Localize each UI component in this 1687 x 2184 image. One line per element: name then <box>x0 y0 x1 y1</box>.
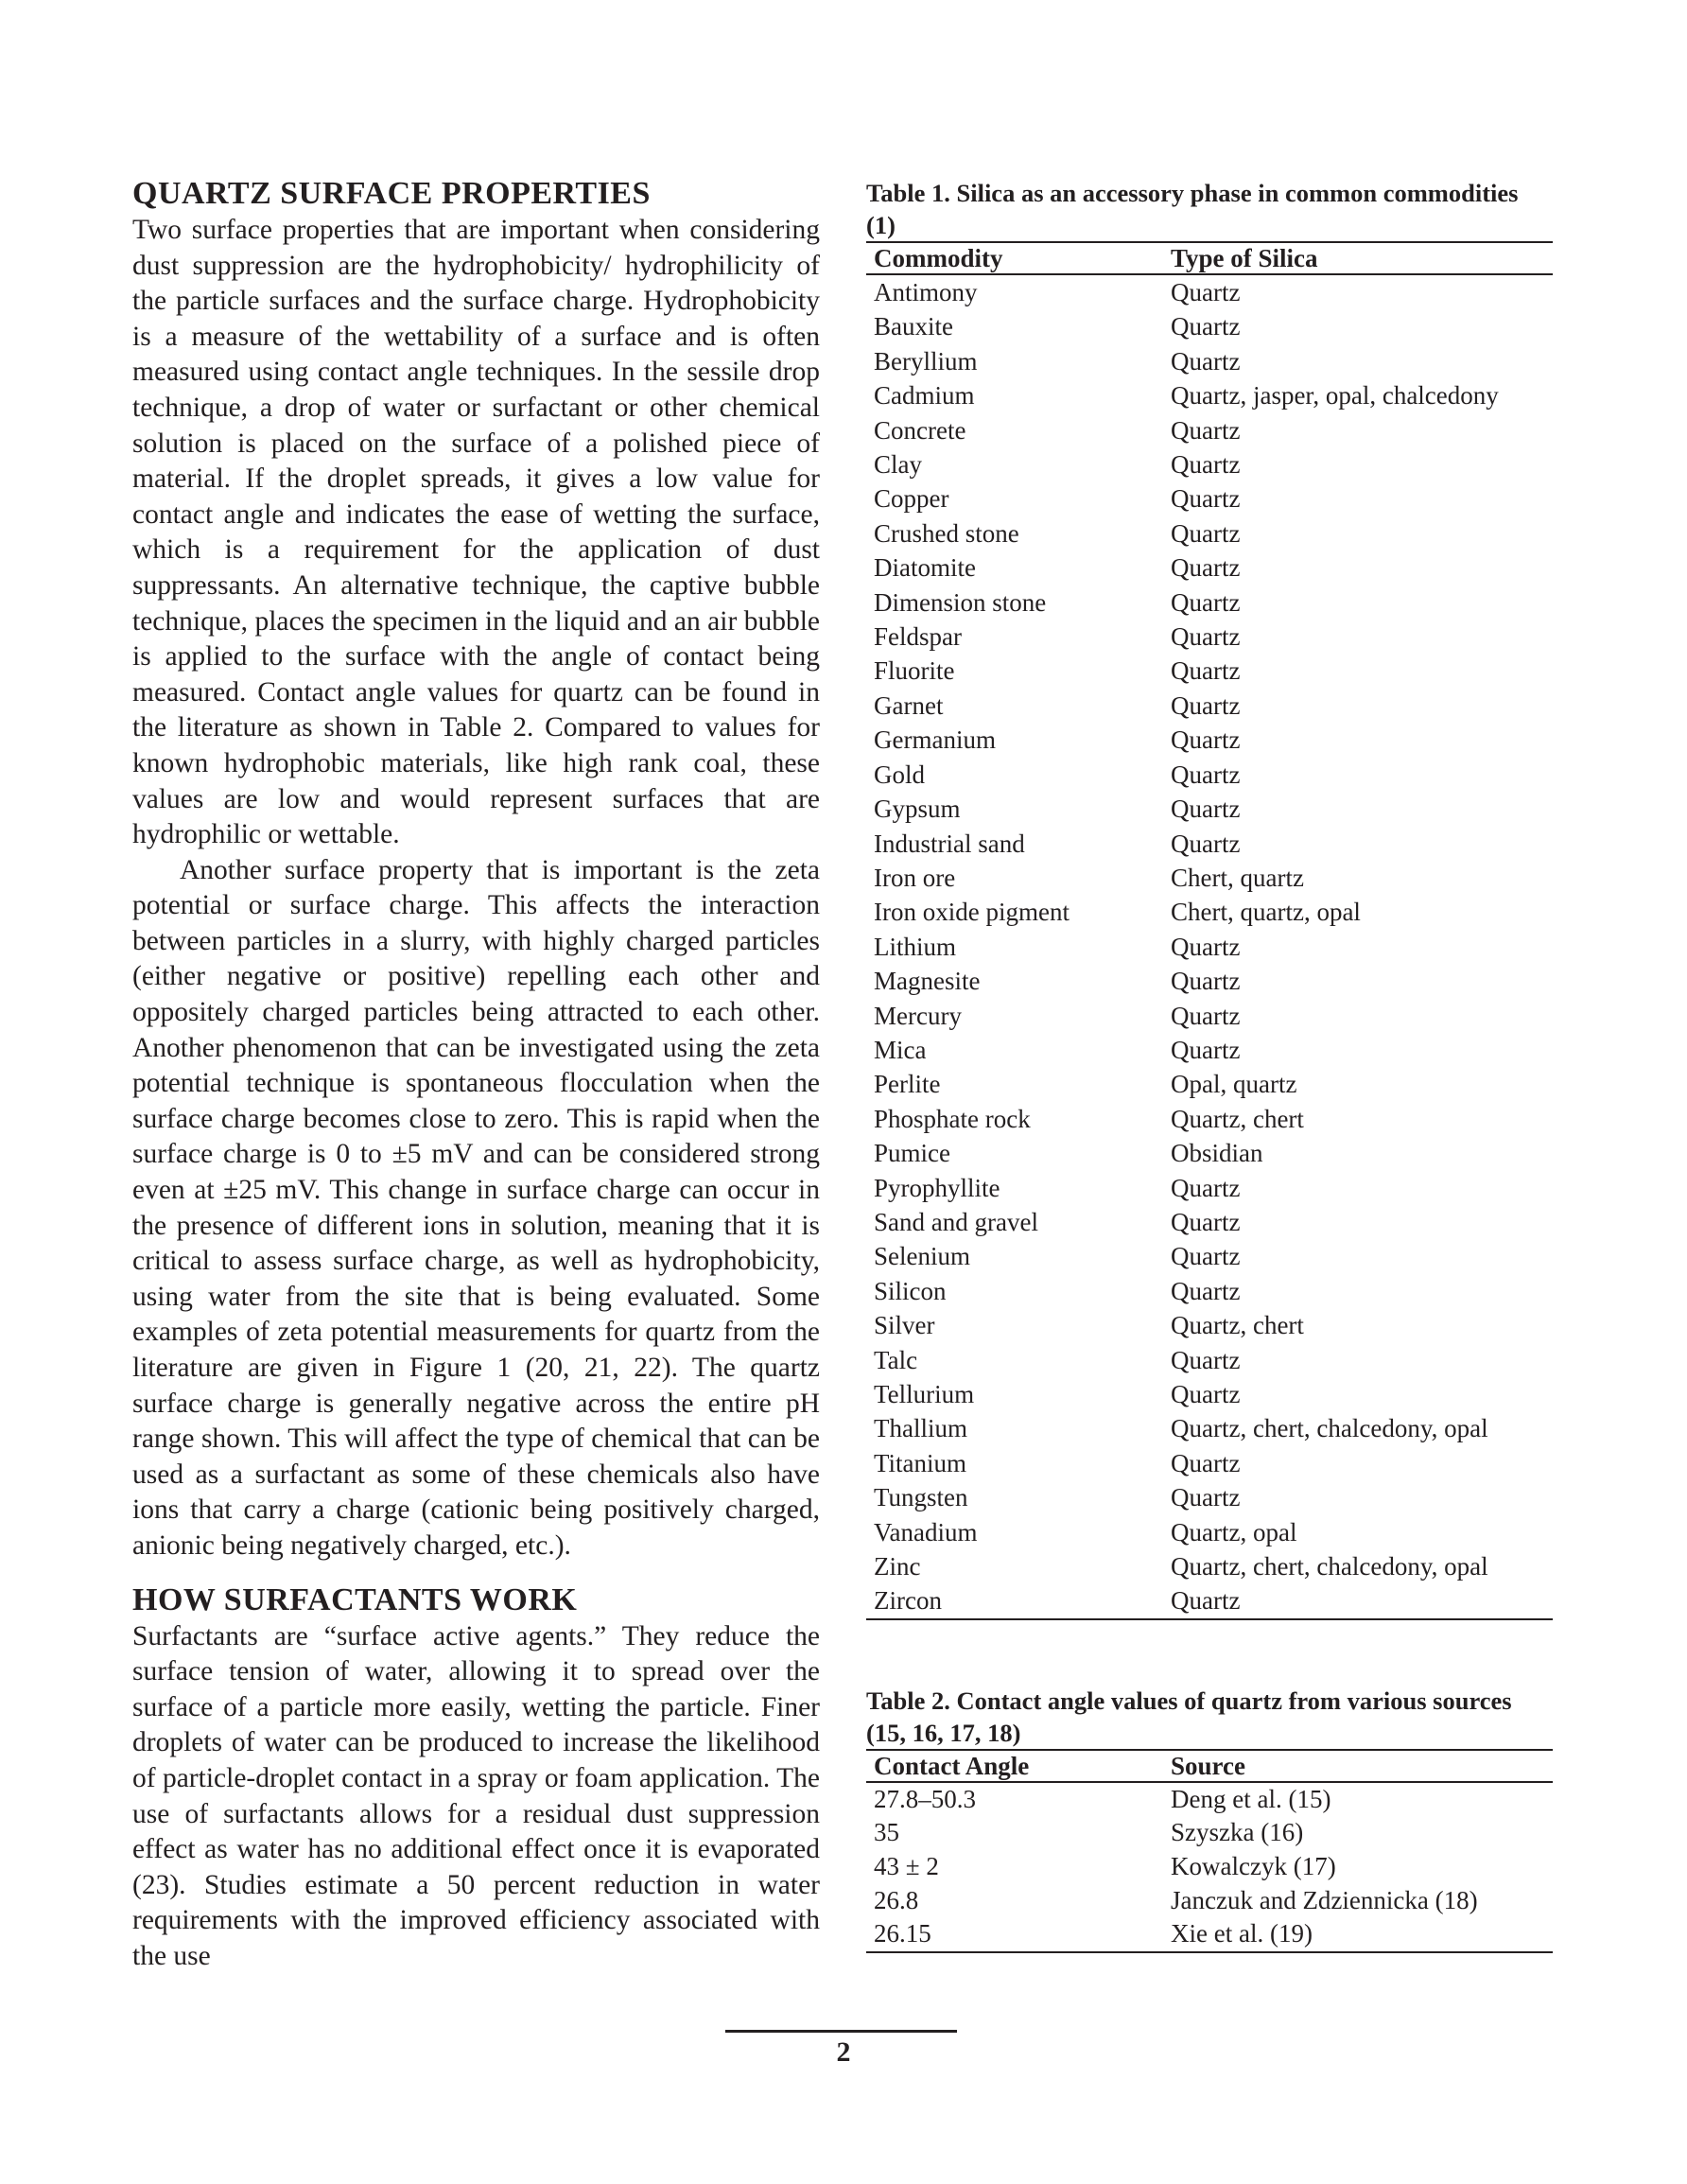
table1-cell: Antimony <box>874 278 978 306</box>
table1-row <box>866 1411 1553 1445</box>
table2-row <box>866 1850 1553 1884</box>
table1-cell: Quartz <box>1171 656 1241 686</box>
table1-row <box>866 1205 1553 1239</box>
table1-cell: Cadmium <box>874 381 975 411</box>
table1-cell: Quartz <box>1171 795 1241 824</box>
paragraph-surface-properties: Two surface properties that are important when considering dust suppression are the hydrophobicity/ hydrophilicity of the particle surfaces and the surface charge. Hydrophobicity is a measure of the wettability of a surface and is often measured using contact angle techniques. In the sessile drop technique, a drop of water or surfactant or other chemical solution is placed on the surface of a polished piece of material. If the droplet spreads, it gives a low value for contact angle and indicates the ease of wetting the surface, which is a requirement for the application of dust suppressants. An alternative technique, the captive bubble technique, places the specimen in the liquid and an air bubble is applied to the surface with the angle of contact being measured. Contact angle values for quartz can be found in the literature as shown in Table 2. Compared to values for known hydrophobic materials, like high rank coal, these values are low and would represent surfaces that are hydrophilic or wettable. <box>132 215 820 850</box>
table1-row <box>866 792 1553 826</box>
table1-cell: Quartz <box>1171 622 1241 652</box>
section-heading-how-surfactants-work: HOW SURFACTANTS WORK <box>132 1581 578 1617</box>
table1-cell: Copper <box>874 484 949 514</box>
table1-row <box>866 758 1553 792</box>
table1-row <box>866 1102 1553 1136</box>
table1-cell: Concrete <box>874 415 966 445</box>
table1-cell: Lithium <box>874 932 956 961</box>
table1-row <box>866 481 1553 515</box>
table1-cell: Quartz, chert, chalcedony, opal <box>1171 1414 1488 1443</box>
table1-row <box>866 1239 1553 1273</box>
table1-row <box>866 654 1553 688</box>
table1-row <box>866 274 1553 309</box>
table2-cell: 43 ± 2 <box>874 1852 939 1881</box>
table1-row <box>866 550 1553 585</box>
table1-cell: Tungsten <box>874 1483 968 1512</box>
table2-wrapper <box>866 1685 1553 1953</box>
table1-cell: Vanadium <box>874 1517 978 1546</box>
table2-header-contact-angle: Contact Angle <box>866 1750 1163 1782</box>
table1-cell: Beryllium <box>874 346 978 376</box>
table1-cell: Quartz <box>1171 346 1241 376</box>
table1-cell: Quartz, chert <box>1171 1311 1304 1340</box>
table1-cell: Talc <box>874 1345 918 1374</box>
table1-cell: Quartz <box>1171 1001 1241 1030</box>
table1-row <box>866 344 1553 378</box>
table1-silica-commodities <box>866 241 1553 1620</box>
table1-cell: Mercury <box>874 1001 962 1030</box>
table1-cell: Quartz, chert <box>1171 1104 1304 1133</box>
table1-row <box>866 827 1553 861</box>
table1-cell: Garnet <box>874 690 944 720</box>
table2-row <box>866 1816 1553 1850</box>
table1-row <box>866 689 1553 723</box>
table1-cell: Zinc <box>874 1552 921 1581</box>
table1-cell: Quartz <box>1171 1345 1241 1374</box>
table2-cell: 35 <box>874 1818 899 1847</box>
table1-cell: Thallium <box>874 1414 967 1443</box>
table1-cell: Tellurium <box>874 1380 975 1408</box>
paragraph-surfactants: Surfactants are “surface active agents.” They reduce the surface tension of water, allowing it to spread over the surface of a particle more easily, wetting the particle. Finer droplets of water can be produced to increase the likelihood of particle-droplet contact in a spray or foam application. The use of surfactants allows for a residual dust suppression effect as water has no additional effect once it is evaporated (23). Studies estimate a 50 percent reduction in water requirements with the improved efficiency associated with the use <box>132 1620 820 1971</box>
table1-cell: Quartz <box>1171 484 1241 514</box>
table1-row <box>866 1343 1553 1377</box>
table1-row <box>866 964 1553 998</box>
table1-cell: Quartz <box>1171 690 1241 720</box>
table1-cell: Quartz <box>1163 1583 1553 1618</box>
table1-cell: Quartz <box>1171 967 1241 996</box>
right-column <box>866 177 1553 1953</box>
table1-row <box>866 861 1553 895</box>
table2-header-row <box>866 1750 1553 1782</box>
table1-cell: Opal, quartz <box>1171 1070 1297 1099</box>
table1-wrapper <box>866 177 1553 1620</box>
table2-row <box>866 1917 1553 1952</box>
table1-cell: Silicon <box>874 1276 947 1305</box>
table1-row <box>866 1033 1553 1067</box>
table1-cell: Sand and gravel <box>874 1207 1038 1236</box>
table1-header-commodity: Commodity <box>866 242 1163 274</box>
table1-row <box>866 1274 1553 1308</box>
table1-cell: Quartz <box>1171 1173 1241 1202</box>
table1-cell: Quartz <box>1171 760 1241 789</box>
table1-cell: Pumice <box>874 1139 950 1168</box>
table1-cell: Quartz, opal <box>1171 1517 1297 1546</box>
table1-cell: Quartz <box>1171 553 1241 583</box>
table1-row <box>866 585 1553 620</box>
table1-row <box>866 378 1553 412</box>
footer-rule <box>725 2030 957 2033</box>
table1-cell: Feldspar <box>874 622 962 652</box>
table1-cell: Pyrophyllite <box>874 1173 1000 1202</box>
table1-cell: Mica <box>874 1035 927 1064</box>
table1-row <box>866 895 1553 929</box>
table1-cell: Quartz <box>1171 1483 1241 1512</box>
table2-caption: Table 2. Contact angle values of quartz from various sources (15, 16, 17, 18) <box>866 1686 1512 1747</box>
table1-row <box>866 930 1553 964</box>
table2-body <box>866 1782 1553 1952</box>
table1-cell: Quartz, jasper, opal, chalcedony <box>1171 381 1499 411</box>
table2-row <box>866 1884 1553 1918</box>
table1-row <box>866 999 1553 1033</box>
table1-row <box>866 516 1553 550</box>
table1-cell: Gypsum <box>874 795 961 824</box>
table1-row <box>866 1067 1553 1101</box>
table1-row <box>866 1377 1553 1411</box>
table1-cell: Fluorite <box>874 656 955 686</box>
table2-cell: 26.8 <box>874 1885 919 1914</box>
table1-row <box>866 1583 1553 1618</box>
table1-cell: Quartz <box>1171 829 1241 858</box>
table1-cell: Quartz <box>1171 725 1241 755</box>
table1-cell: Quartz <box>1171 1380 1241 1408</box>
table1-cell: Quartz <box>1171 415 1241 445</box>
table1-cell: Quartz, chert, chalcedony, opal <box>1171 1552 1488 1581</box>
table1-row <box>866 723 1553 757</box>
table1-cell: Titanium <box>874 1448 967 1477</box>
table1-cell: Chert, quartz <box>1171 863 1304 892</box>
table1-row <box>866 1308 1553 1342</box>
table1-cell: Bauxite <box>874 312 953 341</box>
table1-cell: Phosphate rock <box>874 1104 1031 1133</box>
table1-cell: Iron oxide pigment <box>874 898 1070 927</box>
table1-cell: Germanium <box>874 725 996 755</box>
table1-cell: Clay <box>874 450 922 480</box>
table2-cell: 26.15 <box>866 1917 1163 1952</box>
table1-row <box>866 1480 1553 1514</box>
left-column <box>132 175 820 1975</box>
table1-cell: Quartz <box>1171 278 1241 306</box>
table1-row <box>866 1515 1553 1549</box>
table1-cell: Silver <box>874 1311 935 1340</box>
table1-caption: Table 1. Silica as an accessory phase in common commodities (1) <box>866 179 1519 239</box>
table1-cell: Magnesite <box>874 967 981 996</box>
table2-cell: Deng et al. (15) <box>1171 1784 1331 1813</box>
table1-row <box>866 447 1553 481</box>
table1-cell: Quartz <box>1171 1448 1241 1477</box>
table1-cell: Quartz <box>1171 312 1241 341</box>
table1-cell: Perlite <box>874 1070 941 1099</box>
table2-cell: 27.8–50.3 <box>874 1784 976 1813</box>
table1-cell: Zircon <box>866 1583 1163 1618</box>
page-number: 2 <box>836 2036 851 2068</box>
table1-row <box>866 620 1553 654</box>
table2-header-source: Source <box>1163 1750 1553 1782</box>
table1-cell: Quartz <box>1171 1242 1241 1271</box>
table1-row <box>866 1171 1553 1205</box>
section-heading-quartz-surface-properties: QUARTZ SURFACE PROPERTIES <box>132 176 651 211</box>
table1-cell: Iron ore <box>874 863 956 892</box>
table1-cell: Diatomite <box>874 553 976 583</box>
table1-cell: Quartz <box>1171 1035 1241 1064</box>
table1-cell: Quartz <box>1171 1276 1241 1305</box>
table1-cell: Quartz <box>1171 587 1241 617</box>
table1-cell: Dimension stone <box>874 587 1047 617</box>
table1-cell: Crushed stone <box>874 518 1019 548</box>
table1-cell: Industrial sand <box>874 829 1025 858</box>
table1-row <box>866 413 1553 447</box>
table1-cell: Quartz <box>1171 1207 1241 1236</box>
table1-header-type-of-silica: Type of Silica <box>1163 242 1553 274</box>
table2-cell: Xie et al. (19) <box>1163 1917 1553 1952</box>
table1-row <box>866 1549 1553 1583</box>
table1-row <box>866 1136 1553 1170</box>
table2-cell: Janczuk and Zdziennicka (18) <box>1171 1885 1478 1914</box>
table2-contact-angles <box>866 1749 1553 1953</box>
table1-body <box>866 274 1553 1619</box>
paragraph-zeta-potential: Another surface property that is important is the zeta potential or surface charge. This affects the interaction between particles in a slurry, with highly charged particles (either negative or positive) repelling each other and oppositely charged particles being attracted to each other. Another phenomenon that can be investigated using the zeta potential technique is spontaneous flocculation when the surface charge becomes close to zero. This is rapid when the surface charge is 0 to ±5 mV and can be considered strong even at ±25 mV. This change in surface charge can occur in the presence of different ions in solution, meaning that it is critical to assess surface charge, as well as hydrophobicity, using water from the site that is being evaluated. Some examples of zeta potential measurements for quartz from the literature are given in Figure 1 (20, 21, 22). The quartz surface charge is generally negative across the entire pH range shown. This will affect the type of chemical that can be used as a surfactant as some of these chemicals also have ions that carry a charge (cationic being positively charged, anionic being negatively charged, etc.). <box>132 854 820 1561</box>
table2-cell: Kowalczyk (17) <box>1171 1852 1336 1881</box>
table1-cell: Quartz <box>1171 932 1241 961</box>
table1-cell: Quartz <box>1171 450 1241 480</box>
table1-cell: Chert, quartz, opal <box>1171 898 1361 927</box>
table1-cell: Gold <box>874 760 925 789</box>
table1-row <box>866 1446 1553 1480</box>
table2-cell: Szyszka (16) <box>1171 1818 1304 1847</box>
table1-cell: Selenium <box>874 1242 970 1271</box>
table1-cell: Obsidian <box>1171 1139 1263 1168</box>
table2-row <box>866 1782 1553 1817</box>
table1-cell: Quartz <box>1171 518 1241 548</box>
table1-header-row <box>866 242 1553 274</box>
table1-row <box>866 309 1553 343</box>
